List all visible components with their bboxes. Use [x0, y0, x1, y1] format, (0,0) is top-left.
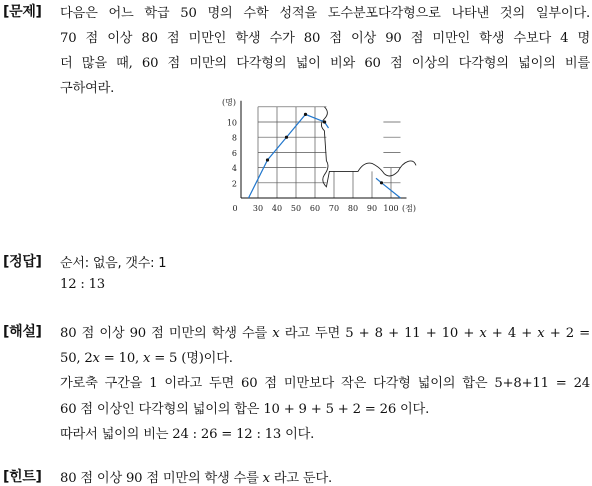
data-point — [323, 120, 326, 123]
answer-line-2: 12 : 13 — [60, 277, 105, 292]
x-tick-label: 0 — [232, 204, 238, 213]
hint-line: 80 점 이상 90 점 미만의 학생 수를 𝑥 라고 둔다. — [60, 471, 332, 486]
x-tick-label: 70 — [328, 204, 340, 213]
explanation-line-2: 50, 2𝑥 = 10, 𝑥 = 5 (명)이다. — [60, 351, 233, 366]
chart-tick-labels — [222, 97, 416, 213]
explanation-line-5: 따라서 넓이의 비는 24 : 26 = 12 : 13 이다. — [60, 427, 315, 442]
y-tick-label: 10 — [226, 118, 237, 128]
y-tick-label: 2 — [231, 179, 237, 189]
series-line-right — [376, 178, 401, 198]
problem-line-3: 더 많을 때, 60 점 미만의 다각형의 넓이 비와 60 점 이상의 다각형의 넓이의 비를 — [60, 56, 590, 71]
x-tick-label: 30 — [252, 204, 264, 213]
x-tick-label: 50 — [290, 204, 302, 213]
x-tick-label: 40 — [271, 204, 283, 213]
torn-edge — [321, 107, 416, 187]
problem-line-2: 70 점 이상 80 점 미만인 학생 수가 80 점 이상 90 점 미만인 학생 수보다 4 명 — [60, 31, 590, 46]
data-point — [266, 158, 269, 161]
y-axis-label: (명) — [222, 97, 236, 107]
data-point — [380, 181, 383, 184]
chart-axes — [241, 101, 407, 198]
explanation-tag: [해설] — [3, 324, 42, 340]
answer-tag: [정답] — [3, 254, 42, 270]
x-tick-label: 60 — [309, 204, 321, 213]
series-line-left — [249, 114, 329, 198]
problem-tag: [문제] — [3, 4, 42, 20]
x-tick-label: 100 — [383, 204, 399, 213]
explanation-line-1: 80 점 이상 90 점 미만의 학생 수를 𝑥 라고 두면 5 + 8 + 11 + 10 + 𝑥 + 4 + 𝑥 + 2 = — [60, 326, 590, 341]
y-tick-label: 4 — [231, 164, 237, 174]
problem-line-1: 다음은 어느 학급 50 명의 수학 성적을 도수분포다각형으로 나타낸 것의 일부이다. — [60, 6, 590, 21]
x-tick-label: 80 — [347, 204, 359, 213]
chart-grid — [258, 107, 401, 198]
data-point — [304, 113, 307, 116]
hint-tag: [힌트] — [3, 469, 42, 485]
chart-series — [249, 113, 401, 198]
explanation-line-4: 60 점 이상인 다각형의 넓이의 합은 10 + 9 + 5 + 2 = 26 이다. — [60, 402, 430, 417]
x-axis-label: (점) — [402, 204, 416, 213]
data-point — [285, 136, 288, 139]
y-tick-label: 6 — [231, 148, 237, 158]
answer-line-1: 순서: 없음, 갯수: 1 — [60, 256, 167, 271]
problem-line-4: 구하여라. — [60, 81, 115, 96]
explanation-line-3: 가로축 구간을 1 이라고 두면 60 점 미만보다 작은 다각형 넓이의 합은 5+8+11 = 24 — [60, 376, 590, 391]
x-tick-label: 90 — [366, 204, 378, 213]
y-tick-label: 8 — [231, 133, 237, 143]
torn-region — [321, 107, 416, 187]
